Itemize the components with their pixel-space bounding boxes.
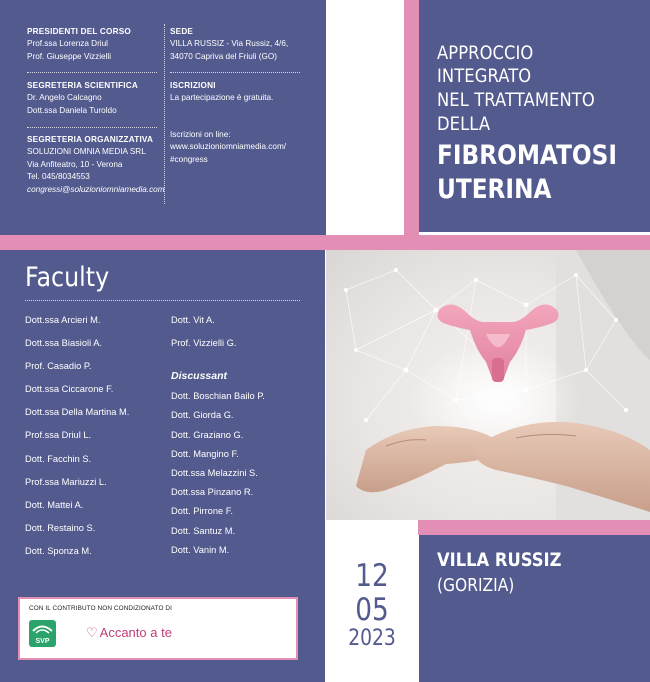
iscrizioni-heading: ISCRIZIONI xyxy=(170,81,216,90)
faculty-member: Prof. Vizzielli G. xyxy=(171,338,237,349)
faculty-member: Dott.ssa Biasioli A. xyxy=(25,338,102,349)
info-line: La partecipazione è gratuita. xyxy=(170,93,274,103)
svp-logo xyxy=(29,620,56,647)
discussant-member: Dott. Giorda G. xyxy=(171,410,234,421)
discussant-heading: Discussant xyxy=(171,370,228,383)
faculty-member: Prof.ssa Driul L. xyxy=(25,430,92,441)
info-line: 34070 Capriva del Friuli (GO) xyxy=(170,51,277,61)
info-line: Iscrizioni on line: xyxy=(170,129,231,139)
date-panel xyxy=(326,520,418,682)
faculty-divider xyxy=(25,300,300,301)
divider xyxy=(170,72,300,73)
network-hands-illustration xyxy=(326,250,650,520)
faculty-member: Dott. Restaino S. xyxy=(25,522,96,533)
faculty-column-1 xyxy=(25,309,129,563)
website-link[interactable]: www.soluzioniomniamedia.com/ xyxy=(170,142,287,152)
title-line-3: NEL TRATTAMENTO xyxy=(437,89,595,111)
presidenti-heading: PRESIDENTI DEL CORSO xyxy=(27,27,131,36)
segreteria-scientifica-heading: SEGRETERIA SCIENTIFICA xyxy=(27,81,138,90)
discussant-member: Dott. Vanin M. xyxy=(171,544,230,555)
title-line-1: APPROCCIO xyxy=(437,42,534,64)
discussant-member: Dott. Graziano G. xyxy=(171,429,244,440)
discussant-member: Dott.ssa Pinzano R. xyxy=(171,487,254,498)
svp-logo-text: SVP xyxy=(35,638,50,645)
date-month: 05 xyxy=(355,592,389,628)
info-line: Prof. Giuseppe Vizzielli xyxy=(27,51,112,61)
date-day: 12 xyxy=(355,558,389,594)
segreteria-organizzativa-block xyxy=(27,134,165,196)
faculty-column-2 xyxy=(171,309,265,560)
discussant-member: Dott. Boschian Bailo P. xyxy=(171,391,265,402)
sponsor-label: CON IL CONTRIBUTO NON CONDIZIONATO DI xyxy=(29,605,172,612)
venue-name: VILLA RUSSIZ xyxy=(437,549,562,571)
iscrizioni-block xyxy=(170,80,286,166)
faculty-member: Dott.ssa Della Martina M. xyxy=(25,407,130,418)
accanto-logo xyxy=(86,625,172,641)
pink-band-horizontal xyxy=(0,235,650,250)
divider xyxy=(27,72,157,73)
date-year: 2023 xyxy=(348,626,396,651)
faculty-member: Dott.ssa Ciccarone F. xyxy=(25,384,114,395)
segreteria-organizzativa-heading: SEGRETERIA ORGANIZZATIVA xyxy=(27,135,154,144)
sede-heading: SEDE xyxy=(170,27,194,36)
title-line-4: DELLA xyxy=(437,113,491,135)
venue-city: (GORIZIA) xyxy=(437,575,515,596)
info-line: SOLUZIONI OMNIA MEDIA SRL xyxy=(27,147,146,157)
discussant-member: Dott.ssa Melazzini S. xyxy=(171,467,258,478)
title-line-6: UTERINA xyxy=(437,174,552,205)
info-line: Tel. 045/8034553 xyxy=(27,172,90,182)
heart-icon: ♡ xyxy=(86,625,98,640)
faculty-member: Dott.ssa Arcieri M. xyxy=(25,315,101,325)
faculty-title: Faculty xyxy=(25,262,110,293)
sponsor-box xyxy=(18,597,298,660)
white-gap xyxy=(326,0,404,235)
info-line: VILLA RUSSIZ - Via Russiz, 4/6, xyxy=(170,39,289,49)
hero-photo xyxy=(326,250,650,520)
faculty-member: Dott. Facchin S. xyxy=(25,453,92,464)
info-line xyxy=(170,105,286,129)
title-panel xyxy=(419,0,650,232)
info-line: Via Anfiteatro, 10 - Verona xyxy=(27,159,123,169)
accanto-text: Accanto a te xyxy=(99,625,172,640)
segreteria-scientifica-block xyxy=(27,80,138,117)
pink-band-vertical xyxy=(404,0,419,250)
presidenti-block xyxy=(27,26,131,63)
column-divider xyxy=(164,24,165,204)
discussant-member: Dott. Santuz M. xyxy=(171,525,236,536)
info-line: Dott.ssa Daniela Turoldo xyxy=(27,105,117,115)
faculty-member: Prof. Casadio P. xyxy=(25,361,92,372)
venue-panel xyxy=(419,535,650,682)
email-link[interactable]: congressi@soluzioniomniamedia.com xyxy=(27,184,165,194)
title-line-5: FIBROMATOSI xyxy=(437,140,618,171)
faculty-member: Dott. Vit A. xyxy=(171,315,215,325)
divider xyxy=(27,127,157,128)
faculty-member: Prof.ssa Mariuzzi L. xyxy=(25,476,107,487)
info-line: Prof.ssa Lorenza Driul xyxy=(27,39,108,49)
sede-block xyxy=(170,26,288,63)
course-info-panel xyxy=(0,0,326,235)
website-link-hash[interactable]: #congress xyxy=(170,154,208,164)
faculty-member: Dott. Sponza M. xyxy=(25,545,92,556)
discussant-member: Dott. Mangino F. xyxy=(171,448,239,459)
info-line: Dr. Angelo Calcagno xyxy=(27,93,102,103)
faculty-member: Dott. Mattei A. xyxy=(25,499,84,510)
title-line-2: INTEGRATO xyxy=(437,65,532,87)
discussant-member: Dott. Pirrone F. xyxy=(171,506,234,517)
